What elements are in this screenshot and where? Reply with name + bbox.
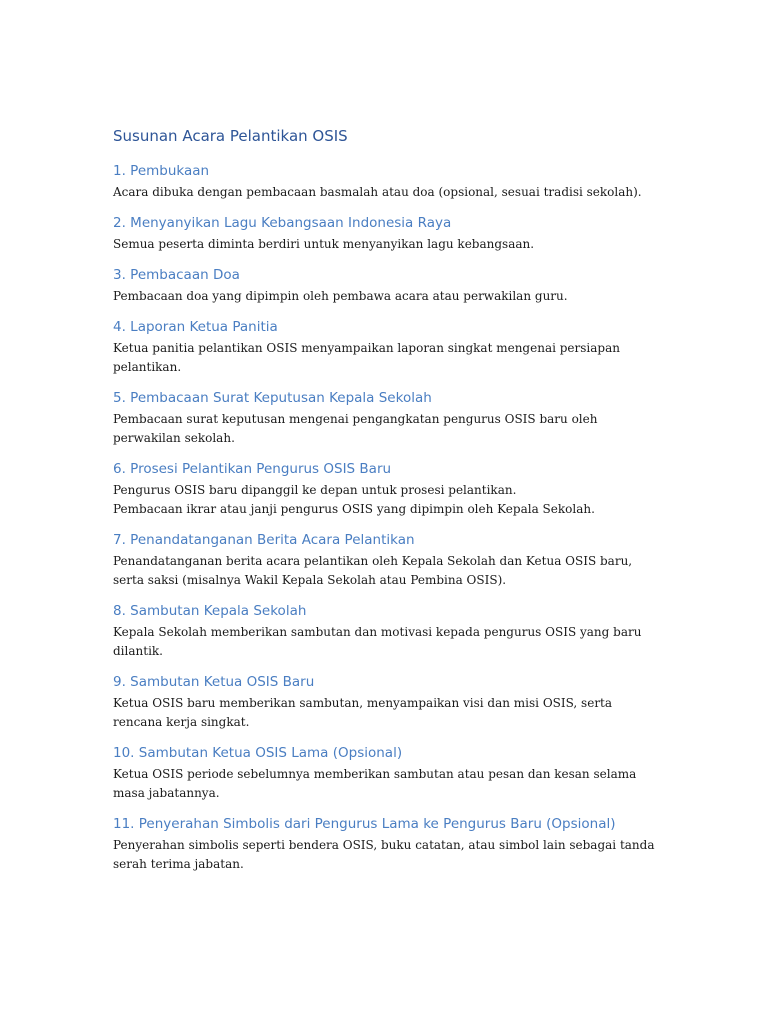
section-pembukaan [113, 161, 658, 202]
paragraph: Pembacaan surat keputusan mengenai pengangkatan pengurus OSIS baru oleh perwakilan sekolah. [113, 412, 598, 445]
section-body [113, 287, 658, 306]
section-heading: 4. Laporan Ketua Panitia [113, 319, 278, 335]
section-body [113, 339, 658, 377]
section-heading: 1. Pembukaan [113, 163, 210, 179]
section-body [113, 623, 658, 661]
section-sambutan-kepala-sekolah [113, 601, 658, 661]
section-heading: 11. Penyerahan Simbolis dari Pengurus Lama ke Pengurus Baru (Opsional) [113, 816, 616, 832]
section-sambutan-ketua-osis-lama [113, 743, 658, 803]
section-penyerahan-simbolis [113, 814, 658, 874]
section-heading: 6. Prosesi Pelantikan Pengurus OSIS Baru [113, 461, 392, 477]
section-prosesi-pelantikan [113, 459, 658, 519]
section-body [113, 836, 658, 874]
section-berita-acara [113, 530, 658, 590]
section-body [113, 235, 658, 254]
section-heading: 7. Penandatanganan Berita Acara Pelantikan [113, 532, 415, 548]
section-body [113, 552, 658, 590]
section-heading: 2. Menyanyikan Lagu Kebangsaan Indonesia Raya [113, 215, 452, 231]
paragraph: Kepala Sekolah memberikan sambutan dan motivasi kepada pengurus OSIS yang baru dilantik. [113, 625, 642, 658]
section-heading: 5. Pembacaan Surat Keputusan Kepala Sekolah [113, 390, 432, 406]
section-body [113, 481, 658, 519]
paragraph: Pembacaan doa yang dipimpin oleh pembawa acara atau perwakilan guru. [113, 289, 568, 303]
section-body [113, 410, 658, 448]
section-body [113, 694, 658, 732]
section-laporan-ketua-panitia [113, 317, 658, 377]
section-pembacaan-doa [113, 265, 658, 306]
section-lagu-kebangsaan [113, 213, 658, 254]
paragraph: Pengurus OSIS baru dipanggil ke depan untuk prosesi pelantikan. [113, 483, 517, 497]
document-title: Susunan Acara Pelantikan OSIS [113, 127, 348, 145]
section-heading: 10. Sambutan Ketua OSIS Lama (Opsional) [113, 745, 403, 761]
section-body [113, 765, 658, 803]
section-heading: 3. Pembacaan Doa [113, 267, 240, 283]
paragraph: Pembacaan ikrar atau janji pengurus OSIS yang dipimpin oleh Kepala Sekolah. [113, 502, 595, 516]
paragraph: Penandatanganan berita acara pelantikan oleh Kepala Sekolah dan Ketua OSIS baru, serta saksi (misalnya Wakil Kepala Sekolah atau Pembina OSIS). [113, 554, 633, 587]
paragraph: Penyerahan simbolis seperti bendera OSIS, buku catatan, atau simbol lain sebagai tanda serah terima jabatan. [113, 838, 655, 871]
document-page [113, 125, 658, 885]
section-heading: 9. Sambutan Ketua OSIS Baru [113, 674, 315, 690]
section-sambutan-ketua-osis-baru [113, 672, 658, 732]
section-surat-keputusan [113, 388, 658, 448]
section-body [113, 183, 658, 202]
paragraph: Ketua panitia pelantikan OSIS menyampaikan laporan singkat mengenai persiapan pelantikan. [113, 341, 620, 374]
paragraph: Ketua OSIS periode sebelumnya memberikan sambutan atau pesan dan kesan selama masa jabatannya. [113, 767, 637, 800]
paragraph: Semua peserta diminta berdiri untuk menyanyikan lagu kebangsaan. [113, 237, 535, 251]
section-heading: 8. Sambutan Kepala Sekolah [113, 603, 307, 619]
paragraph: Ketua OSIS baru memberikan sambutan, menyampaikan visi dan misi OSIS, serta rencana kerja singkat. [113, 696, 613, 729]
paragraph: Acara dibuka dengan pembacaan basmalah atau doa (opsional, sesuai tradisi sekolah). [113, 185, 642, 199]
